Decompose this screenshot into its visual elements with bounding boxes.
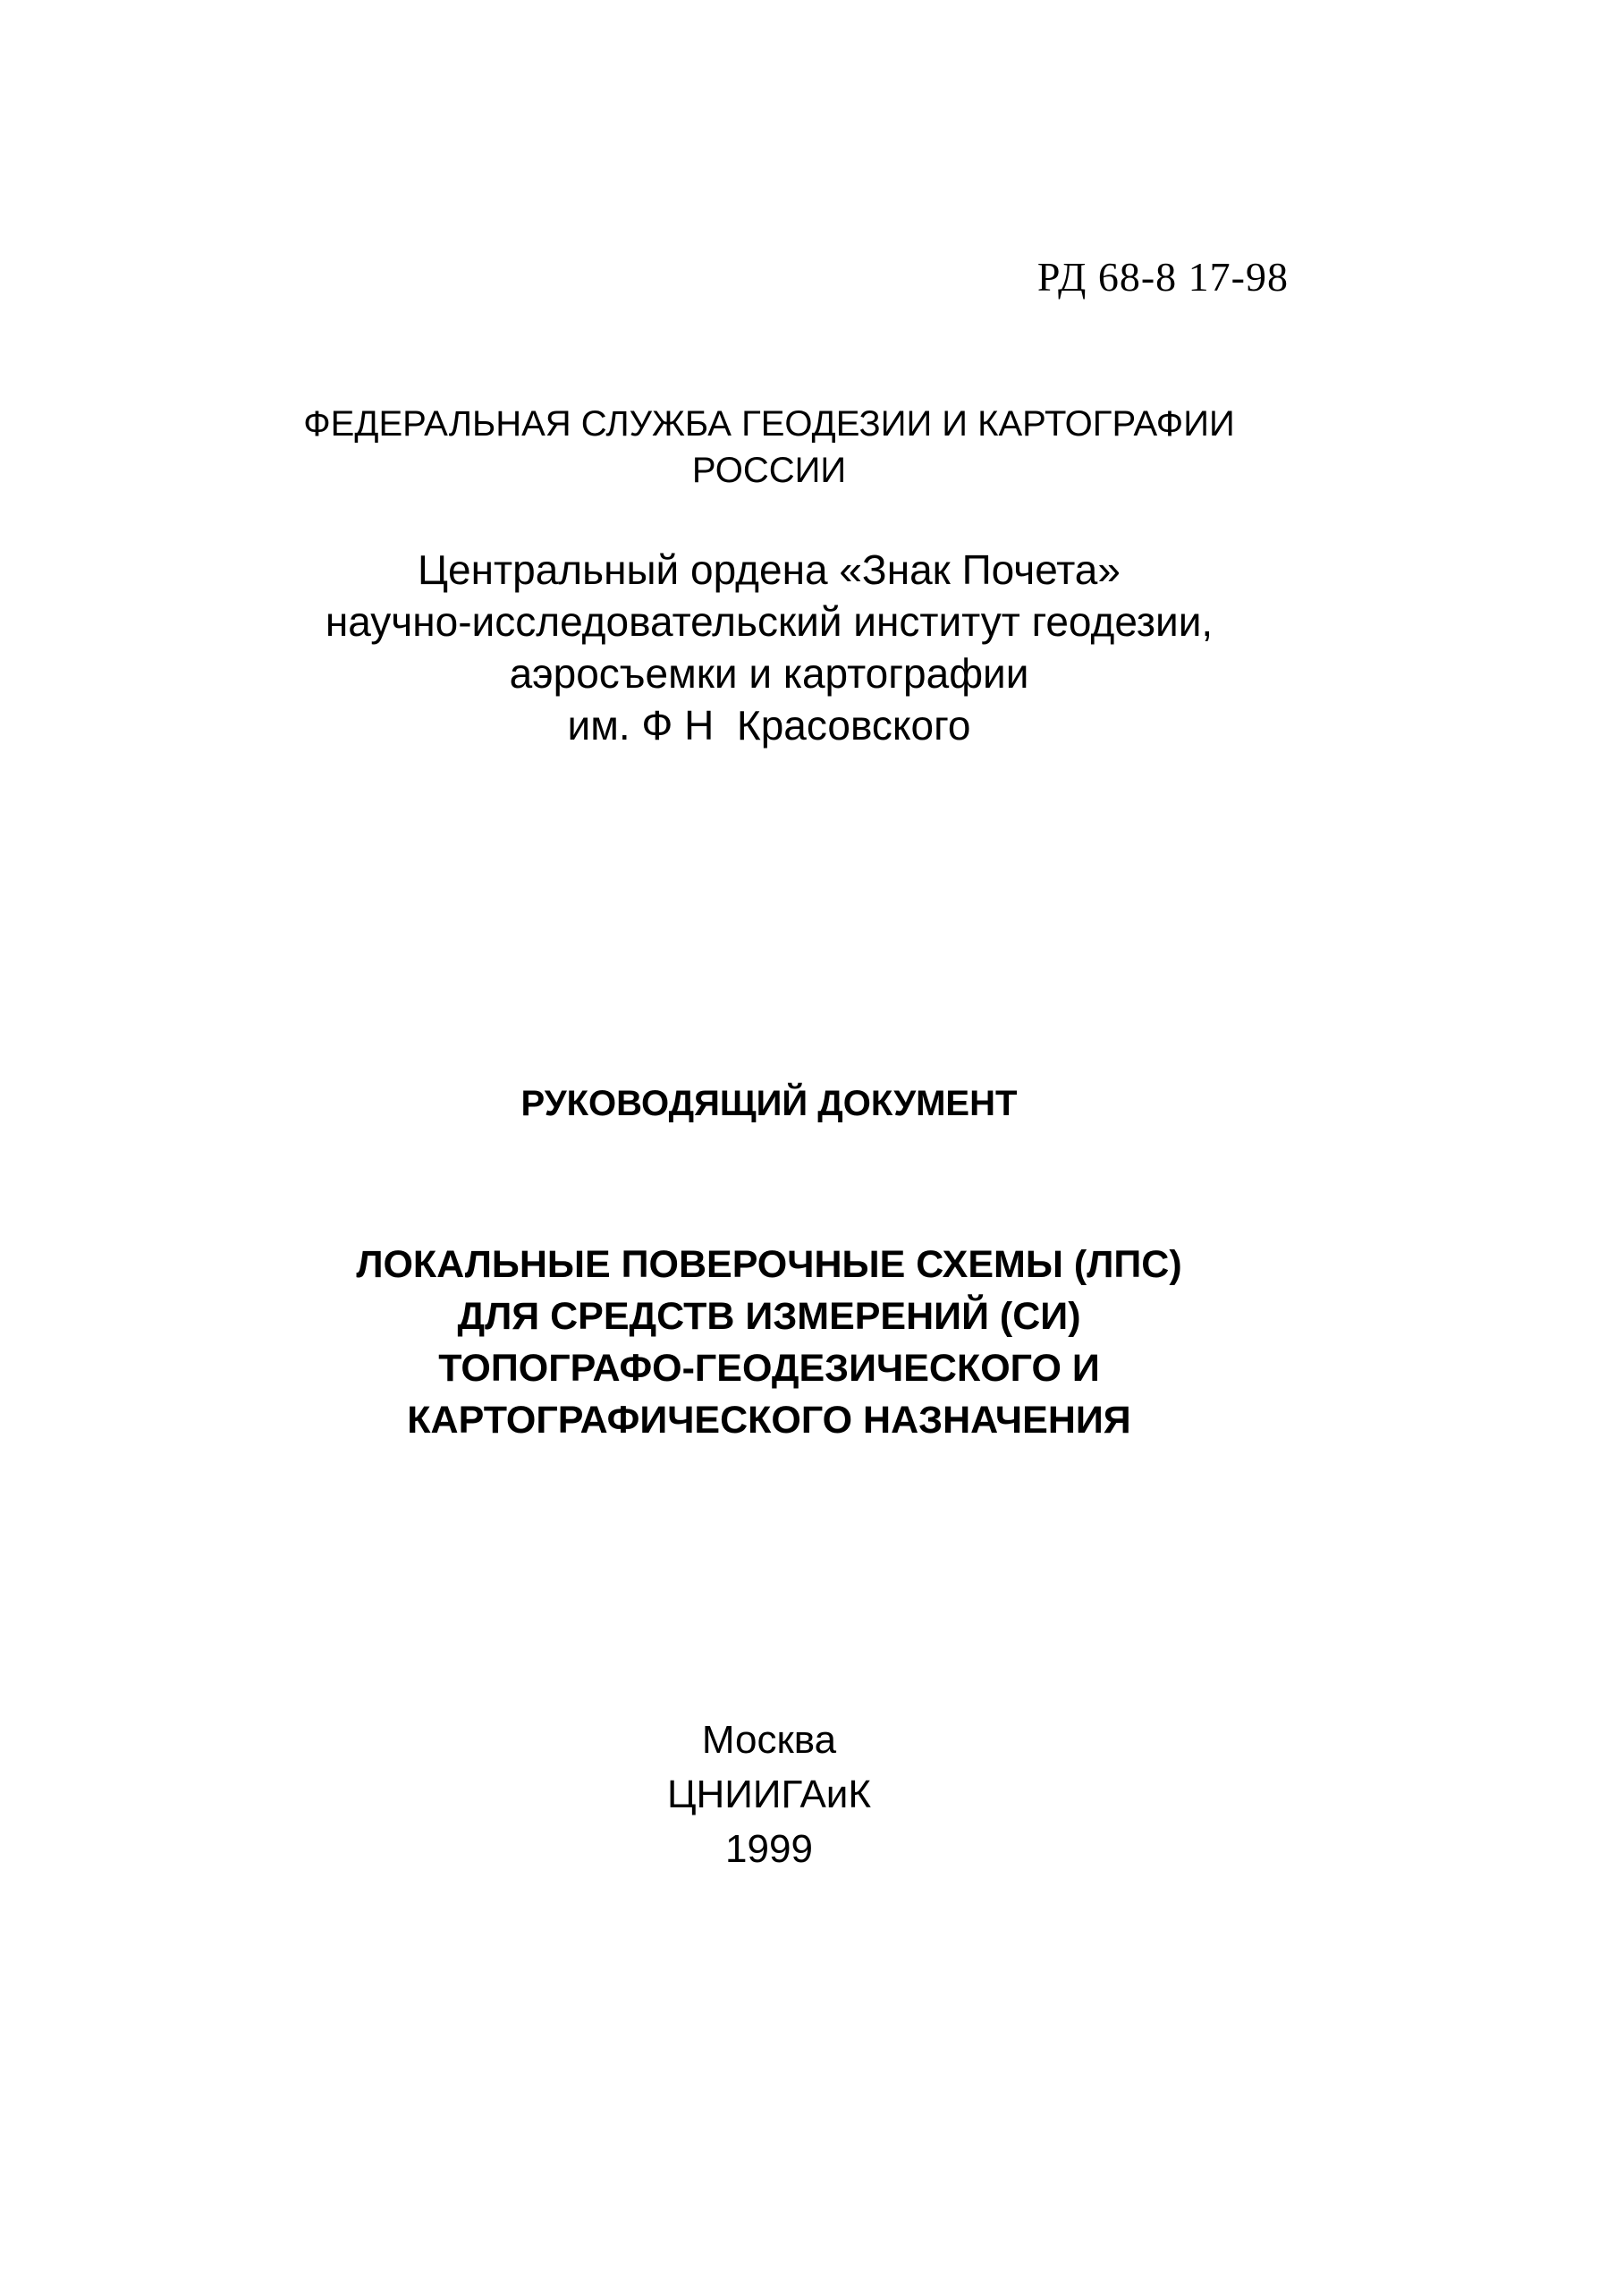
title-line: ТОПОГРАФО-ГЕОДЕЗИЧЕСКОГО И <box>438 1347 1100 1390</box>
institute-line: Центральный ордена «Знак Почета» <box>418 546 1121 593</box>
institute-line: научно-исследовательский институт геодезии, <box>325 598 1214 645</box>
title-line: ДЛЯ СРЕДСТВ ИЗМЕРЕНИЙ (СИ) <box>457 1295 1081 1338</box>
institute-name <box>0 544 1538 751</box>
imprint-city: Москва <box>701 1718 837 1762</box>
document-code: РД 68-8 17-98 <box>1036 254 1289 300</box>
institute-line: аэросъемки и картографии <box>509 650 1029 697</box>
document-type: РУКОВОДЯЩИЙ ДОКУМЕНТ <box>520 1084 1018 1123</box>
title-line: КАРТОГРАФИЧЕСКОГО НАЗНАЧЕНИЯ <box>407 1399 1131 1442</box>
agency-name <box>0 401 1538 494</box>
institute-line: им. Ф Н Красовского <box>567 702 971 749</box>
agency-line: ФЕДЕРАЛЬНАЯ СЛУЖБА ГЕОДЕЗИИ И КАРТОГРАФИИ <box>303 404 1235 444</box>
title-line: ЛОКАЛЬНЫЕ ПОВЕРОЧНЫЕ СХЕМЫ (ЛПС) <box>356 1243 1182 1286</box>
document-title <box>0 1239 1538 1446</box>
imprint <box>0 1713 1538 1876</box>
agency-line: РОССИИ <box>691 451 847 490</box>
imprint-year: 1999 <box>725 1827 813 1871</box>
imprint-publisher: ЦНИИГАиК <box>666 1773 871 1816</box>
